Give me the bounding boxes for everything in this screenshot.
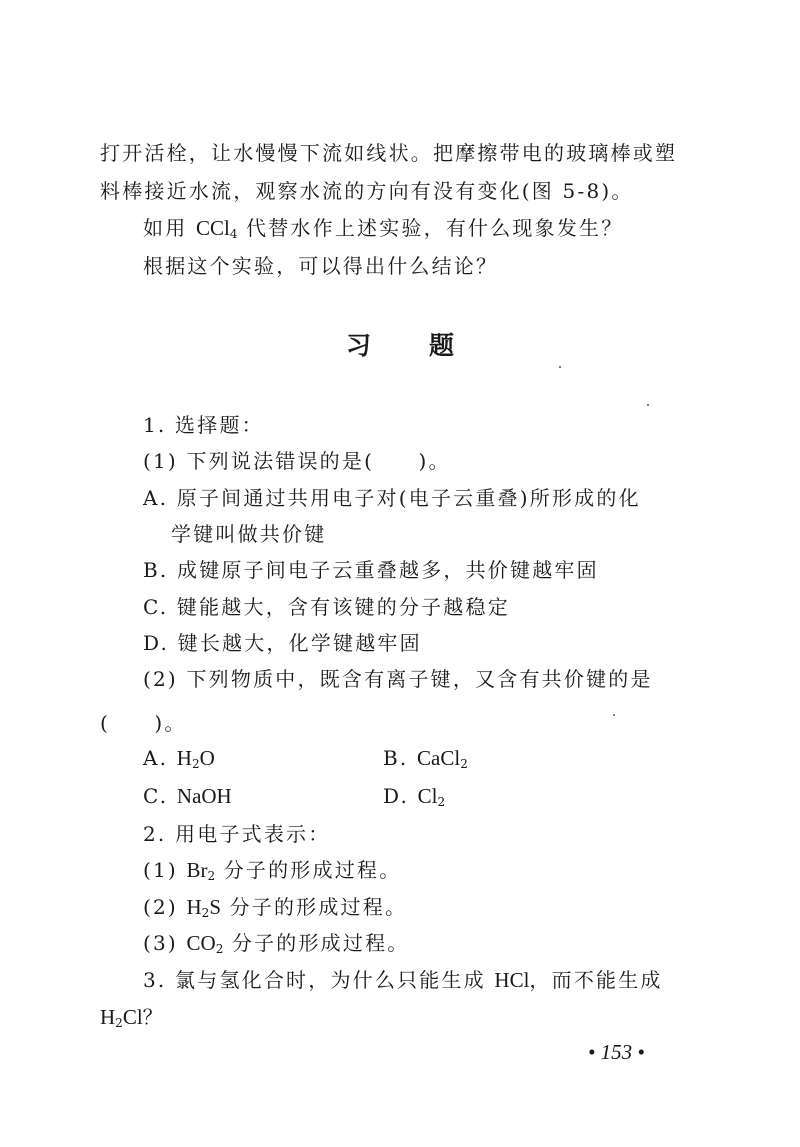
question-1-2-stem-line-2: ( )。 xyxy=(100,711,187,735)
question-3-line-2 xyxy=(100,1005,165,1029)
question-1-1-option-b: B. 成键原子间电子云重叠越多，共价键越牢固 xyxy=(143,558,599,582)
question-1-2-option-a xyxy=(143,746,215,770)
formula-subscript: 2 xyxy=(115,1016,123,1030)
item-text: 分子的形成过程。 xyxy=(223,931,410,955)
intro-line-1: 打开活栓，让水慢慢下流如线状。把摩擦带电的玻璃棒或塑 xyxy=(100,141,678,165)
question-2-item-2 xyxy=(143,895,407,919)
option-label: C. xyxy=(143,784,177,808)
item-number: (1) xyxy=(143,858,187,882)
option-label: A. xyxy=(143,746,177,770)
formula-part: H xyxy=(186,895,202,919)
question-2-title: 2. 用电子式表示： xyxy=(143,822,331,846)
heading-char-2: 题 xyxy=(429,331,455,360)
question-1-title: 1. 选择题： xyxy=(143,413,264,437)
formula-part: S xyxy=(209,895,221,919)
question-1-2-option-d xyxy=(383,784,445,808)
formula-part: Cl xyxy=(417,784,438,808)
ccl4-subscript: 4 xyxy=(229,227,238,241)
formula-part: NaOH xyxy=(176,784,232,808)
question-1-1-option-d: D. 键长越大，化学键越牢固 xyxy=(143,631,422,655)
print-speck xyxy=(647,404,649,406)
formula-part: O xyxy=(199,746,215,770)
option-label: B. xyxy=(383,746,418,770)
intro-line-3-post: 代替水作上述实验，有什么现象发生？ xyxy=(237,216,624,240)
question-3-line-1 xyxy=(143,968,663,992)
question-2-item-3 xyxy=(143,931,410,955)
formula-part: HCl xyxy=(494,968,530,992)
formula-subscript: 2 xyxy=(460,757,468,771)
formula-part: H xyxy=(176,746,192,770)
formula-part: CaCl xyxy=(417,746,461,770)
question-1-1-option-c: C. 键能越大，含有该键的分子越稳定 xyxy=(143,595,510,619)
question-1-1-option-a-line-1: A. 原子间通过共用电子对(电子云重叠)所形成的化 xyxy=(143,486,641,510)
intro-line-4: 根据这个实验，可以得出什么结论？ xyxy=(143,254,499,278)
intro-line-2: 料棒接近水流，观察水流的方向有没有变化(图 5-8)。 xyxy=(100,179,634,203)
formula-subscript: 2 xyxy=(201,906,210,920)
question-1-1-option-a-line-2: 学键叫做共价键 xyxy=(171,522,327,546)
formula-part: Br xyxy=(186,858,208,882)
formula-subscript: 2 xyxy=(207,869,216,883)
formula-part: Cl xyxy=(122,1005,143,1029)
formula-subscript: 2 xyxy=(437,795,446,809)
formula-part: H xyxy=(100,1005,116,1029)
intro-line-3-pre: 如用 xyxy=(143,216,196,240)
item-text: 分子的形成过程。 xyxy=(221,895,408,919)
question-1-2-stem-line-1: (2) 下列物质中，既含有离子键，又含有共价键的是 xyxy=(143,667,653,691)
question-text: 3. 氯与氢化合时，为什么只能生成 xyxy=(143,968,495,992)
intro-line-3 xyxy=(143,216,623,240)
item-number: (2) xyxy=(143,895,187,919)
ccl4-formula: CCl xyxy=(195,216,230,240)
item-number: (3) xyxy=(143,931,187,955)
print-speck xyxy=(613,714,615,716)
question-1-1-stem: (1) 下列说法错误的是( )。 xyxy=(143,449,451,473)
question-1-2-option-c xyxy=(143,784,232,808)
question-text: ，而不能生成 xyxy=(529,968,663,992)
question-2-item-1 xyxy=(143,858,401,882)
section-heading xyxy=(0,326,800,362)
option-label: D. xyxy=(383,784,418,808)
formula-subscript: 2 xyxy=(191,757,200,771)
print-speck xyxy=(559,366,561,368)
question-text: ？ xyxy=(142,1005,165,1029)
formula-subscript: 2 xyxy=(215,942,224,956)
formula-part: CO xyxy=(186,931,216,955)
item-text: 分子的形成过程。 xyxy=(215,858,402,882)
question-1-2-option-b xyxy=(383,746,468,770)
page-number: • 153 • xyxy=(588,1040,645,1064)
heading-char-1: 习 xyxy=(345,331,371,360)
